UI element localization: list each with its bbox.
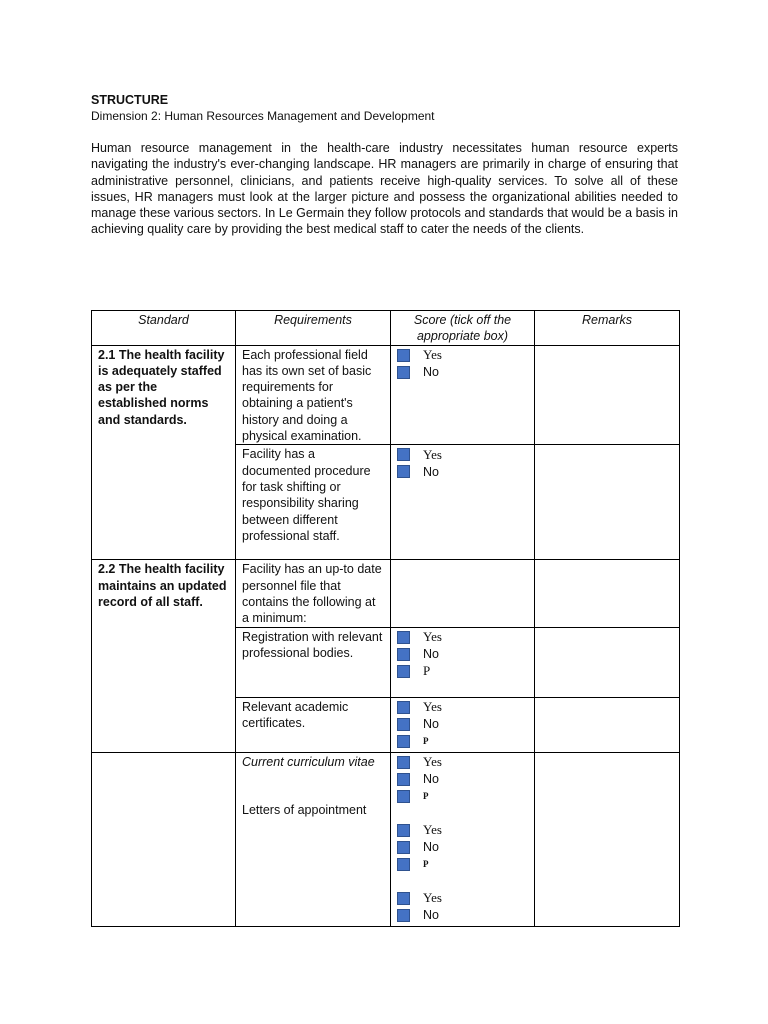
requirement-cell: Relevant academic certificates. — [236, 697, 391, 752]
yes-option[interactable]: Yes — [397, 629, 528, 646]
standard-empty-cell — [92, 752, 236, 926]
checkbox-icon[interactable] — [397, 824, 410, 837]
no-option[interactable]: No — [397, 716, 528, 733]
requirement-cv: Current curriculum vitae — [242, 754, 375, 769]
no-option[interactable]: No — [397, 771, 528, 788]
remarks-cell[interactable] — [535, 345, 680, 445]
remarks-cell[interactable] — [535, 560, 680, 627]
page-title: STRUCTURE — [91, 93, 169, 107]
assessment-table — [91, 310, 680, 927]
no-option[interactable]: No — [397, 907, 528, 924]
intro-paragraph: Human resource management in the health-care industry necessitates human resource experts navigating the industry's ever-changing landscape. HR managers are primarily in charge of ensuring that administrative personnel, clinicians, and patients receive high-quality services. To solve all of these issues, HR managers must look at the larger picture and possess the organizational abilities needed to manage these various sectors. In Le Germain they follow protocols and standards that would be a basis in achieving quality care by providing the best medical staff to cater the needs of the clients. — [91, 141, 678, 237]
no-option[interactable]: No — [397, 364, 528, 381]
checkbox-icon[interactable] — [397, 665, 410, 678]
remarks-cell[interactable] — [535, 697, 680, 752]
no-option[interactable]: No — [397, 463, 528, 480]
yes-option[interactable]: Yes — [397, 446, 528, 463]
dimension-subtitle: Dimension 2: Human Resources Management and Development — [91, 109, 435, 123]
checkbox-icon[interactable] — [397, 892, 410, 905]
p-option[interactable]: P — [397, 856, 528, 873]
checkbox-icon[interactable] — [397, 841, 410, 854]
checkbox-icon[interactable] — [397, 631, 410, 644]
p-option[interactable]: P — [397, 788, 528, 805]
yes-option[interactable]: Yes — [397, 347, 528, 364]
checkbox-icon[interactable] — [397, 349, 410, 362]
checkbox-icon[interactable] — [397, 465, 410, 478]
score-cell — [391, 697, 535, 752]
remarks-cell[interactable] — [535, 627, 680, 697]
header-requirements: Requirements — [236, 311, 391, 346]
table-row — [92, 560, 680, 627]
checkbox-icon[interactable] — [397, 366, 410, 379]
checkbox-icon[interactable] — [397, 909, 410, 922]
document-body — [91, 92, 678, 238]
table-header-row — [92, 311, 680, 346]
checkbox-icon[interactable] — [397, 790, 410, 803]
requirement-letters: Letters of appointment — [242, 802, 367, 817]
header-standard: Standard — [92, 311, 236, 346]
p-option[interactable]: P — [397, 733, 528, 750]
score-cell — [391, 345, 535, 445]
requirement-cell: Facility has an up-to date personnel file that contains the following at a minimum: — [236, 560, 391, 627]
no-option[interactable]: No — [397, 646, 528, 663]
yes-option[interactable]: Yes — [397, 822, 528, 839]
remarks-cell[interactable] — [535, 445, 680, 560]
requirement-cell: Facility has a documented procedure for task shifting or responsibility sharing between different professional staff. — [236, 445, 391, 560]
requirement-cell: Registration with relevant professional bodies. — [236, 627, 391, 697]
p-option[interactable]: P — [397, 663, 528, 680]
requirement-cell — [236, 752, 391, 926]
yes-option[interactable]: Yes — [397, 699, 528, 716]
checkbox-icon[interactable] — [397, 448, 410, 461]
score-cell — [391, 560, 535, 627]
table-row — [92, 345, 680, 445]
requirement-cell: Each professional field has its own set of basic requirements for obtaining a patient's history and doing a physical examination. — [236, 345, 391, 445]
remarks-cell[interactable] — [535, 752, 680, 926]
score-cell — [391, 752, 535, 926]
checkbox-icon[interactable] — [397, 648, 410, 661]
standard-2-1: 2.1 The health facility is adequately staffed as per the established norms and standards. — [92, 345, 236, 560]
table-row — [92, 752, 680, 926]
standard-2-2: 2.2 The health facility maintains an updated record of all staff. — [92, 560, 236, 752]
checkbox-icon[interactable] — [397, 773, 410, 786]
score-cell — [391, 445, 535, 560]
header-score: Score (tick off the appropriate box) — [391, 311, 535, 346]
yes-option[interactable]: Yes — [397, 754, 528, 771]
score-cell — [391, 627, 535, 697]
checkbox-icon[interactable] — [397, 735, 410, 748]
checkbox-icon[interactable] — [397, 858, 410, 871]
checkbox-icon[interactable] — [397, 756, 410, 769]
header-remarks: Remarks — [535, 311, 680, 346]
checkbox-icon[interactable] — [397, 701, 410, 714]
yes-option[interactable]: Yes — [397, 890, 528, 907]
no-option[interactable]: No — [397, 839, 528, 856]
checkbox-icon[interactable] — [397, 718, 410, 731]
